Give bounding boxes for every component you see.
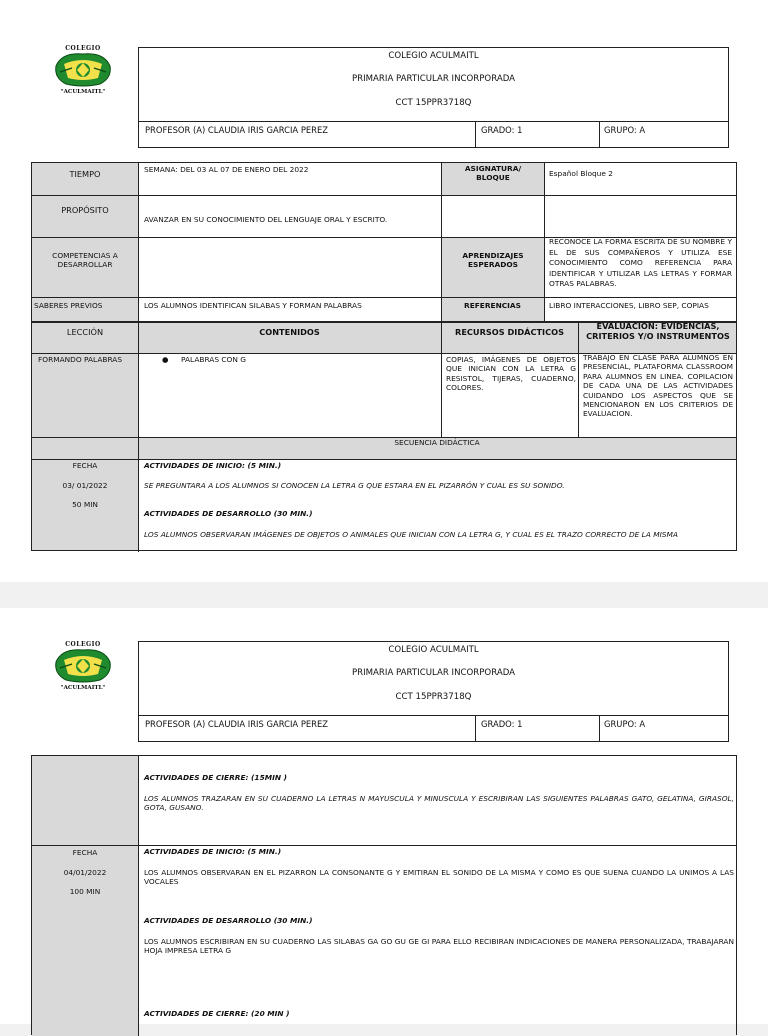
day2-inicio-text: LOS ALUMNOS OBSERVARAN EN EL PIZARRON LA CONSONANTE G Y EMITIRAN EL SONIDO DE LA MISMA Y COMO ES QUE SUENA CUANDO LA UNIMOS A LAS VOCALES (144, 868, 734, 887)
school-logo (52, 638, 114, 696)
day1-duration: 50 MIN (72, 500, 98, 509)
school-level: PRIMARIA PARTICULAR INCORPORADA (351, 668, 516, 678)
evaluacion-label: EVALUACIÓN: EVIDENCIAS, CRITERIOS Y/O INSTRUMENTOS (586, 321, 730, 341)
cierre-title: ACTIVIDADES DE CIERRE: (15MIN ) (144, 773, 287, 782)
document-page-2 (0, 608, 768, 1024)
day1-inicio-text: SE PREGUNTARA A LOS ALUMNOS SI CONOCEN LA LETRA G QUE ESTARA EN EL PIZARRÓN Y CUAL ES SU SONIDO. (144, 481, 565, 490)
semana-value: SEMANA: DEL 03 AL 07 DE ENERO DEL 2022 (144, 165, 309, 174)
contenidos-label: CONTENIDOS (259, 327, 320, 337)
leccion-label: LECCIÓN (66, 327, 104, 337)
contenidos-bullet: ● (162, 355, 169, 364)
group: GRUPO: A (604, 125, 646, 135)
group: GRUPO: A (604, 719, 646, 729)
proposito-label: PROPÓSITO (61, 205, 109, 215)
school-cct: CCT 15PPR3718Q (395, 98, 472, 108)
teacher-name: PROFESOR (A) CLAUDIA IRIS GARCIA PEREZ (145, 125, 329, 135)
competencias-label: COMPETENCIAS A DESARROLLAR (52, 251, 118, 270)
evaluacion-value: TRABAJO EN CLASE PARA ALUMNOS EN PRESENCIAL, PLATAFORMA CLASSROOM PARA ALUMNOS EN LINEA. COPILACION DE CADA UNA DE LAS ACTIVIDADES CUIDANDO LOS ASPECTOS QUE SE MENCIONARON EN LOS CRITERIOS DE EVALUACION. (583, 353, 733, 419)
fecha-label: FECHA (72, 848, 98, 857)
secuencia-label: SECUENCIA DIDÁCTICA (394, 438, 480, 447)
asignatura-label: ASIGNATURA/ BLOQUE (464, 164, 522, 183)
sequence-table (31, 755, 737, 1035)
header-box (138, 47, 729, 148)
teacher-name: PROFESOR (A) CLAUDIA IRIS GARCIA PEREZ (145, 719, 329, 729)
day2-desarrollo-text: LOS ALUMNOS ESCRIBIRAN EN SU CUADERNO LAS SILABAS GA GO GU GE GI PARA ELLO RECIBIRAN INDICACIONES DE MANERA PERSONALIZADA, TRABAJARAN HOJA IMPRESA LETRA G (144, 937, 734, 956)
proposito-value: AVANZAR EN SU CONOCIMIENTO DEL LENGUAJE ORAL Y ESCRITO. (144, 215, 388, 224)
recursos-value: COPIAS, IMÁGENES DE OBJETOS QUE INICIAN CON LA LETRA G RESISTOL, TIJERAS, CUADERNO, COLORES. (446, 355, 576, 393)
school-level: PRIMARIA PARTICULAR INCORPORADA (351, 74, 516, 84)
referencias-label: REFERENCIAS (464, 301, 521, 310)
day2-date: 04/01/2022 (63, 868, 107, 877)
day2-desarrollo-title: ACTIVIDADES DE DESARROLLO (30 MIN.) (144, 916, 313, 925)
day2-duration: 100 MIN (69, 887, 101, 896)
contenidos-value: PALABRAS CON G (181, 355, 246, 364)
logo-top-text: COLEGIO (65, 641, 101, 648)
day2-cierre-title: ACTIVIDADES DE CIERRE: (20 MIN ) (144, 1009, 290, 1018)
grade: GRADO: 1 (481, 125, 523, 135)
leccion-value: FORMANDO PALABRAS (38, 355, 123, 364)
day1-date: 03/ 01/2022 (62, 481, 108, 490)
day1-desarrollo-title: ACTIVIDADES DE DESARROLLO (30 MIN.) (144, 509, 313, 518)
tiempo-label: TIEMPO (69, 169, 101, 179)
cierre-text: LOS ALUMNOS TRAZARAN EN SU CUADERNO LA LETRAS N MAYUSCULA Y MINUSCULA Y ESCRIBIRAN LAS SIGUIENTES PALABRAS GATO, GELATINA, GIRASOL, GOTA, GUSANO. (144, 794, 734, 813)
school-logo (52, 42, 114, 100)
school-name: COLEGIO ACULMAITL (388, 645, 479, 655)
aprendizajes-label: APRENDIZAJES ESPERADOS (462, 251, 524, 270)
plan-table (31, 162, 737, 551)
logo-top-text: COLEGIO (65, 45, 101, 52)
aprendizajes-value: RECONOCE LA FORMA ESCRITA DE SU NOMBRE Y EL DE SUS COMPAÑEROS Y UTILIZA ESE CONOCIMIENTO COMO REFERENCIA PARA IDENTIFICAR Y UTILIZAR LAS LETRAS Y FORMAR OTRAS PALABRAS. (549, 237, 732, 289)
school-name: COLEGIO ACULMAITL (388, 51, 479, 61)
referencias-value: LIBRO INTERACCIONES, LIBRO SEP, COPIAS (549, 301, 709, 310)
asignatura-value: Español Bloque 2 (549, 169, 613, 178)
day1-desarrollo-text: LOS ALUMNOS OBSERVARAN IMÁGENES DE OBJETOS O ANIMALES QUE INICIAN CON LA LETRA G, Y CUAL ES EL TRAZO CORRECTO DE LA MISMA (144, 530, 678, 539)
saberes-value: LOS ALUMNOS IDENTIFICAN SILABAS Y FORMAN PALABRAS (144, 301, 362, 310)
recursos-label: RECURSOS DIDÁCTICOS (455, 327, 564, 337)
logo-bottom-text: "ACULMAITL" (60, 685, 106, 691)
logo-bottom-text: "ACULMAITL" (60, 89, 106, 95)
day1-inicio-title: ACTIVIDADES DE INICIO: (5 MIN.) (144, 461, 282, 470)
fecha-label: FECHA (72, 461, 98, 470)
school-cct: CCT 15PPR3718Q (395, 692, 472, 702)
saberes-label: SABERES PREVIOS (34, 301, 103, 310)
header-box (138, 641, 729, 742)
grade: GRADO: 1 (481, 719, 523, 729)
day2-inicio-title: ACTIVIDADES DE INICIO: (5 MIN.) (144, 847, 282, 856)
